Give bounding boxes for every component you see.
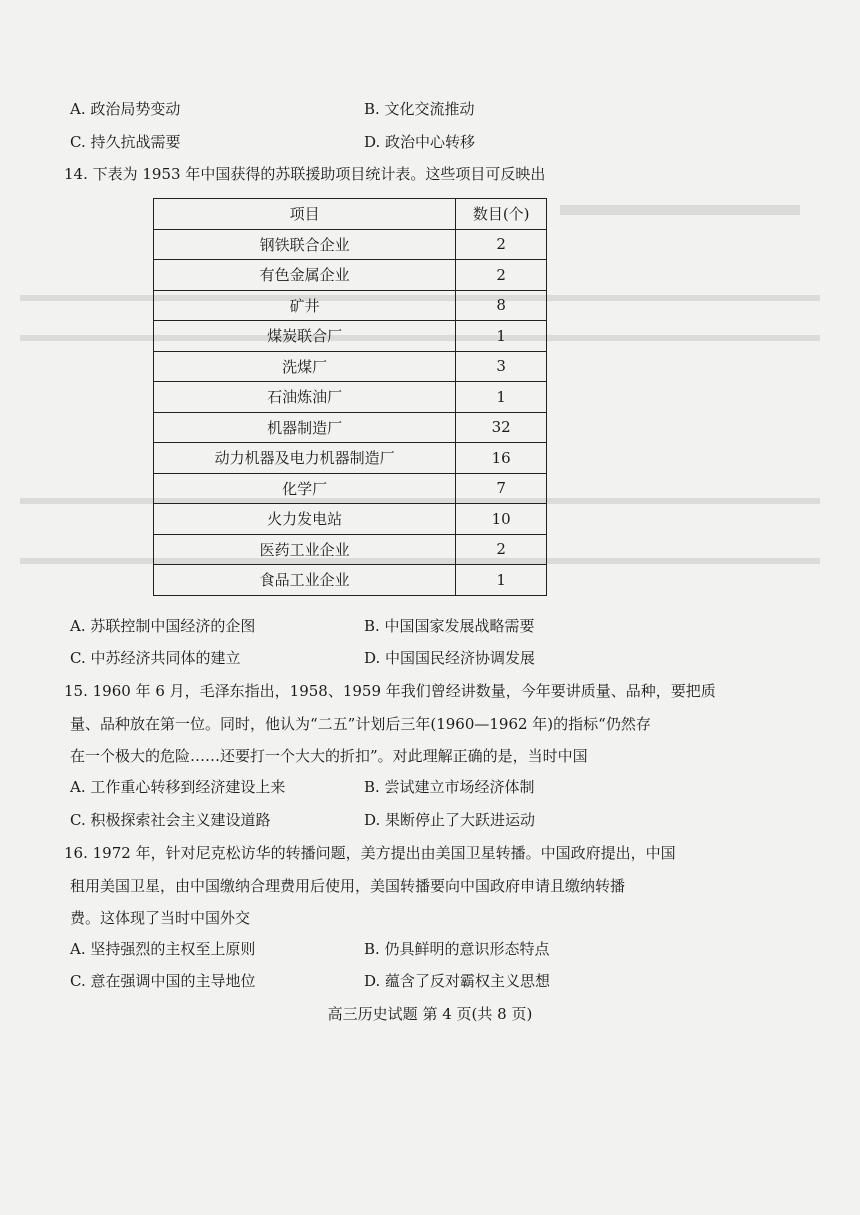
table-cell-count: 7: [456, 473, 547, 504]
table-header-count: 数目(个): [456, 199, 547, 230]
table-row: [154, 443, 547, 474]
q13-options-row-2: [70, 131, 790, 153]
table-row: [154, 412, 547, 443]
q13-option-a: A. 政治局势变动: [70, 100, 181, 118]
aid-projects-table: [153, 198, 547, 596]
table-cell-project: 食品工业企业: [154, 565, 456, 596]
q15-option-a: A. 工作重心转移到经济建设上来: [70, 778, 286, 796]
table-cell-project: 钢铁联合企业: [154, 229, 456, 260]
q16-option-d: D. 蕴含了反对霸权主义思想: [364, 972, 551, 990]
q15-option-d: D. 果断停止了大跃进运动: [364, 811, 536, 829]
q14-option-d: D. 中国国民经济协调发展: [364, 649, 536, 667]
table-row: [154, 290, 547, 321]
table-cell-count: 2: [456, 260, 547, 291]
table-cell-count: 1: [456, 565, 547, 596]
q14-options-row-2: [70, 647, 790, 669]
q16-stem-line-2: 租用美国卫星，由中国缴纳合理费用后使用，美国转播要向中国政府申请且缴纳转播: [70, 877, 626, 895]
table-cell-project: 医药工业企业: [154, 534, 456, 565]
q15-option-c: C. 积极探索社会主义建设道路: [70, 811, 271, 829]
q15-option-b: B. 尝试建立市场经济体制: [364, 778, 535, 796]
q14-option-c: C. 中苏经济共同体的建立: [70, 649, 241, 667]
q14-option-b: B. 中国国家发展战略需要: [364, 617, 535, 635]
q16-stem-line-3: 费。这体现了当时中国外交: [70, 909, 251, 927]
q14-option-a: A. 苏联控制中国经济的企图: [70, 617, 256, 635]
table-cell-count: 1: [456, 382, 547, 413]
table-row: [154, 321, 547, 352]
q16-option-a: A. 坚持强烈的主权至上原则: [70, 940, 256, 958]
table-cell-project: 石油炼油厂: [154, 382, 456, 413]
q15-stem-line-3: 在一个极大的危险……还要打一个大大的折扣”。对此理解正确的是，当时中国: [70, 747, 588, 765]
table-cell-project: 煤炭联合厂: [154, 321, 456, 352]
q14-stem: 14. 下表为 1953 年中国获得的苏联援助项目统计表。这些项目可反映出: [64, 165, 546, 183]
q16-options-row-2: [70, 970, 790, 992]
table-cell-count: 8: [456, 290, 547, 321]
table-row: [154, 534, 547, 565]
table-cell-project: 机器制造厂: [154, 412, 456, 443]
table-cell-project: 动力机器及电力机器制造厂: [154, 443, 456, 474]
table-cell-count: 2: [456, 229, 547, 260]
table-header-row: [154, 199, 547, 230]
page-footer: 高三历史试题 第 4 页(共 8 页): [327, 1005, 533, 1023]
q13-option-b: B. 文化交流推动: [364, 100, 475, 118]
table-cell-project: 化学厂: [154, 473, 456, 504]
q13-option-c: C. 持久抗战需要: [70, 133, 181, 151]
table-row: [154, 229, 547, 260]
table-cell-count: 16: [456, 443, 547, 474]
table-row: [154, 351, 547, 382]
table-cell-count: 10: [456, 504, 547, 535]
table-cell-count: 2: [456, 534, 547, 565]
table-cell-project: 火力发电站: [154, 504, 456, 535]
q14-options-row-1: [70, 615, 790, 637]
q13-options-row-1: [70, 98, 790, 120]
table-cell-count: 32: [456, 412, 547, 443]
q15-options-row-1: [70, 776, 790, 798]
table-row: [154, 260, 547, 291]
q13-option-d: D. 政治中心转移: [364, 133, 476, 151]
table-row: [154, 504, 547, 535]
q16-option-b: B. 仍具鲜明的意识形态特点: [364, 940, 550, 958]
table-cell-project: 有色金属企业: [154, 260, 456, 291]
table-cell-project: 矿井: [154, 290, 456, 321]
table-header-project: 项目: [154, 199, 456, 230]
q16-stem-line-1: 16. 1972 年，针对尼克松访华的转播问题，美方提出由美国卫星转播。中国政府提出，中国: [64, 844, 676, 862]
q15-options-row-2: [70, 809, 790, 831]
table-cell-project: 洗煤厂: [154, 351, 456, 382]
table-row: [154, 473, 547, 504]
q15-stem-line-2: 量、品种放在第一位。同时，他认为“二五”计划后三年(1960—1962 年)的指标“仍然存: [70, 715, 651, 733]
table-row: [154, 565, 547, 596]
table-cell-count: 3: [456, 351, 547, 382]
table-row: [154, 382, 547, 413]
scan-bleed-mark: [560, 205, 800, 215]
q15-stem-line-1: 15. 1960 年 6 月，毛泽东指出，1958、1959 年我们曾经讲数量，今年要讲质量、品种，要把质: [64, 682, 716, 700]
table-cell-count: 1: [456, 321, 547, 352]
q16-option-c: C. 意在强调中国的主导地位: [70, 972, 256, 990]
q16-options-row-1: [70, 938, 790, 960]
